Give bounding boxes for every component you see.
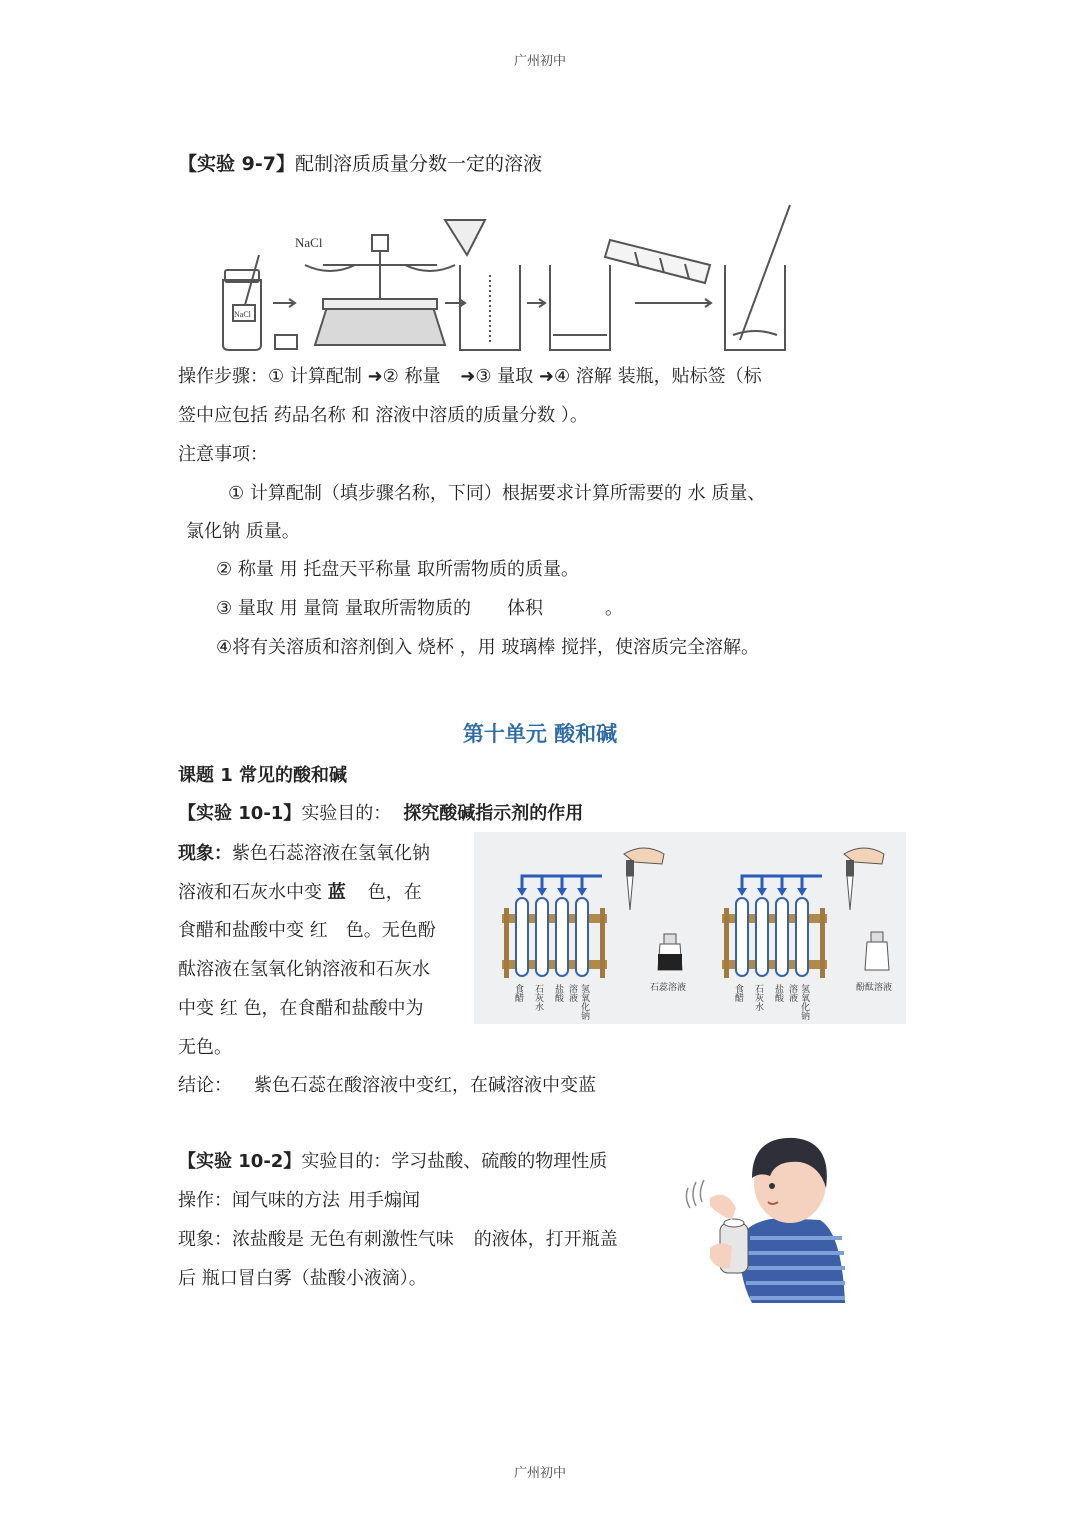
page-header: 广州初中 xyxy=(513,54,566,69)
text: 。 xyxy=(605,598,624,619)
text: 操作： xyxy=(178,1190,232,1211)
text: 无色有刺激性气味 xyxy=(309,1229,454,1250)
exp101-phenomenon-3 xyxy=(178,919,436,943)
text: ➜③ xyxy=(454,366,498,387)
balance xyxy=(315,307,445,345)
exp101-phenomenon-1 xyxy=(178,842,430,866)
exp102-title xyxy=(178,1150,607,1174)
exp102-phenomenon-1 xyxy=(178,1228,618,1252)
text: 质量、 xyxy=(705,483,766,504)
text: 装瓶，贴标签（标 xyxy=(611,366,762,387)
text: 色，在 xyxy=(367,882,422,903)
tube-label: 盐酸 xyxy=(553,984,563,1002)
note1-line1 xyxy=(228,482,765,506)
text: 用手煽闻 xyxy=(348,1190,420,1211)
text: （填步骤名称，下同）根据要求计算所需要的 xyxy=(321,483,688,504)
unit-title: 第十单元 酸和碱 xyxy=(462,722,618,746)
nacl-label-jar: NaCl xyxy=(234,310,251,319)
text: 食醋和盐酸中变 xyxy=(178,920,310,941)
text: 酞溶液在氢氧化钠溶液和石灰水 xyxy=(178,959,430,980)
cylinder xyxy=(605,240,710,283)
tube-label: 氢氧化钠 xyxy=(799,984,809,1020)
exp97-steps-line2 xyxy=(178,404,588,428)
nacl-label-top: NaCl xyxy=(295,235,323,250)
text: 结论： xyxy=(178,1075,232,1096)
text: 后 xyxy=(178,1268,202,1289)
text: 现象：浓盐酸是 xyxy=(178,1229,310,1250)
exp97-notes-label: 注意事项： xyxy=(178,444,268,465)
text: 溶解 xyxy=(575,366,612,387)
text: 实验目的：学习盐酸、硫酸的物理性质 xyxy=(301,1151,608,1172)
exp101-phenomenon-6 xyxy=(178,1036,232,1060)
text: 溶液中溶质的质量分数 xyxy=(375,405,556,426)
text: 称量 xyxy=(404,366,441,387)
text: 色，在食醋和盐酸中为 xyxy=(237,998,424,1019)
text: 计算配制 xyxy=(249,483,322,504)
text: 现象： xyxy=(178,843,232,864)
tube-label: 食醋 xyxy=(733,984,743,1002)
text: 和 xyxy=(345,405,376,426)
text: 紫色石蕊溶液在氢氧化钠 xyxy=(232,843,430,864)
text: 取所需物质的质量。 xyxy=(411,559,580,580)
text: ② xyxy=(216,559,238,580)
text: ➜② xyxy=(361,366,405,387)
text: 计算配制 xyxy=(289,366,362,387)
text: 体积 xyxy=(507,598,544,619)
tube-label: 氢氧化钠 xyxy=(579,984,589,1020)
text: 玻璃棒 xyxy=(501,637,556,658)
text: ① xyxy=(228,483,250,504)
text: 用 xyxy=(273,598,304,619)
exp97-title xyxy=(178,152,542,176)
text: 紫色石蕊在酸溶液中变红，在碱溶液中变蓝 xyxy=(254,1075,596,1096)
exp101-conclusion xyxy=(178,1074,596,1098)
text: 托盘天平称量 xyxy=(303,559,412,580)
text: ③ xyxy=(216,598,238,619)
text: 量筒 xyxy=(303,598,340,619)
tube-label: 石灰水 xyxy=(753,984,763,1011)
text: ➜④ xyxy=(533,366,576,387)
bottle-label-phenolphthalein: 酚酞溶液 xyxy=(856,983,893,993)
text: 用 xyxy=(273,559,304,580)
exp97-bracket: 【实验 9-7】 xyxy=(178,153,295,175)
lesson-title: 课题 1 常见的酸和碱 xyxy=(178,765,348,786)
text: 称量 xyxy=(237,559,274,580)
tube-label: 溶液 xyxy=(567,984,577,1002)
text: 操作步骤：① xyxy=(178,366,290,387)
page-footer: 广州初中 xyxy=(513,1466,566,1481)
exp101-phenomenon-4 xyxy=(178,958,430,982)
fanning-smell-figure xyxy=(680,1128,850,1303)
text: 红 xyxy=(309,920,328,941)
text: ，用 xyxy=(453,637,502,658)
text: 量取 xyxy=(497,366,534,387)
text: 蓝 xyxy=(327,882,346,903)
note3 xyxy=(216,597,623,621)
text: 搅拌，使溶质完全溶解。 xyxy=(555,637,760,658)
beaker-2 xyxy=(550,265,610,350)
beaker-1 xyxy=(460,265,520,350)
tube-label: 石灰水 xyxy=(533,984,543,1011)
glass-rod xyxy=(740,205,790,340)
text: 量取 xyxy=(237,598,274,619)
text: 水 xyxy=(687,483,706,504)
exp97-title-text: 配制溶质质量分数一定的溶液 xyxy=(294,153,542,175)
text: 实验目的： xyxy=(301,803,392,824)
note4 xyxy=(216,636,759,660)
text: 无色。 xyxy=(178,1037,232,1058)
text: ④将有关溶质和溶剂倒入 xyxy=(216,637,418,658)
text: 瓶口冒白雾 xyxy=(201,1268,292,1289)
text: 红 xyxy=(219,998,238,1019)
exp101-bracket: 【实验 10-1】 xyxy=(178,803,302,824)
text: 溶液和石灰水中变 xyxy=(178,882,328,903)
indicator-figure xyxy=(474,832,906,1024)
exp102-phenomenon-2 xyxy=(178,1267,427,1291)
text: 量取所需物质的 xyxy=(339,598,472,619)
text: 质量。 xyxy=(240,521,300,542)
text: 签中应包括 xyxy=(178,405,274,426)
text: 的液体，打开瓶盖 xyxy=(473,1229,618,1250)
bottle-label-litmus: 石蕊溶液 xyxy=(650,983,687,993)
tube-label: 盐酸 xyxy=(773,984,783,1002)
beaker-3 xyxy=(725,265,785,350)
note2 xyxy=(216,558,579,582)
text: 闻气味的方法 xyxy=(232,1190,340,1211)
exp101-phenomenon-5 xyxy=(178,997,423,1021)
note1-line2 xyxy=(186,520,300,544)
exp101-phenomenon-2 xyxy=(178,881,422,905)
text: 氯化钠 xyxy=(186,521,240,542)
tube-label: 食醋 xyxy=(513,984,523,1002)
text: 中变 xyxy=(178,998,220,1019)
exp101-title xyxy=(178,802,583,826)
text: ）。 xyxy=(555,405,588,426)
text: 色。无色酚 xyxy=(345,920,436,941)
solution-prep-figure xyxy=(205,195,825,355)
text: 烧杯 xyxy=(417,637,454,658)
exp101-purpose: 探究酸碱指示剂的作用 xyxy=(403,803,584,824)
tube-label: 溶液 xyxy=(787,984,797,1002)
text: （盐酸小液滴）。 xyxy=(291,1268,427,1289)
exp102-operation xyxy=(178,1189,420,1213)
exp102-bracket: 【实验 10-2】 xyxy=(178,1151,302,1172)
text: 药品名称 xyxy=(273,405,346,426)
exp97-steps-line1 xyxy=(178,365,762,389)
